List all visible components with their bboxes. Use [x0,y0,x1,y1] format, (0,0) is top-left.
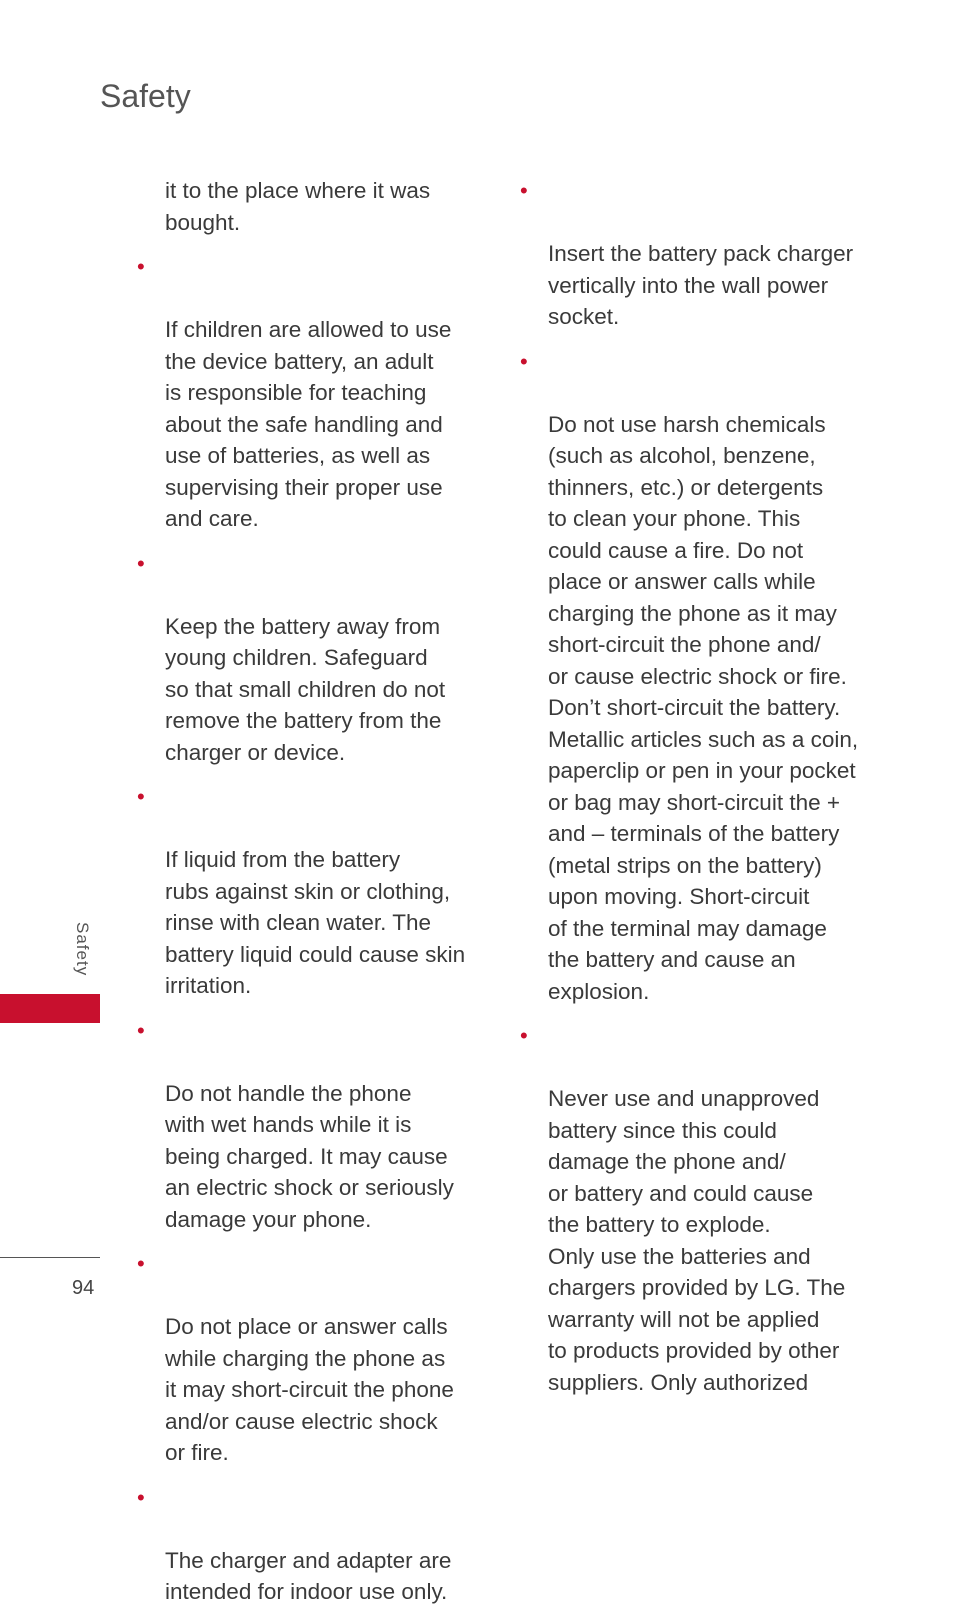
footer-rule [0,1257,100,1258]
bullet-dot-icon: • [137,254,145,279]
bullet-dot-icon: • [520,178,528,203]
bullet-dot-icon: • [520,348,528,374]
bullet-item [520,175,880,333]
bullet-item [137,251,482,535]
bullet-dot-icon: • [137,1484,145,1510]
bullet-item [520,346,880,1008]
bullet-dot-icon: • [137,784,145,809]
bullet-dot-icon: • [137,1251,145,1276]
page-title: Safety [100,78,191,114]
bullet-item [137,1482,482,1608]
page-number: 94 [72,1277,95,1299]
side-tab-bar [0,994,100,1023]
bullet-text: Do not use harsh chemicals (such as alcohol, benzene, thinners, etc.) or detergents to clean your phone. This could cause a fire. Do not place or answer calls while charging the phone as it may short-circuit the phone and/ or cause electric shock or fire. Don’t short-circuit the battery. Metallic articles such as a coin, paperclip or pen in your pocket or bag may short-circuit the + and – terminals of the battery (metal strips on the battery) upon moving. Short-circuit of the terminal may damage the battery and cause an explosion. [548,411,859,1004]
bullet-item [520,1020,880,1398]
bullet-text: If children are allowed to use the device battery, an adult is responsible for teaching about the safe handling and use of batteries, as well as supervising their proper use and care. [165,317,452,531]
bullet-item [137,1015,482,1236]
bullet-text: The charger and adapter are intended for indoor use only. [165,1547,452,1604]
bullet-item [137,548,482,769]
bullet-item [137,1248,482,1469]
bullet-text: Keep the battery away from young children. Safeguard so that small children do not remove the battery from the charger or device. [165,613,446,765]
bullet-text: Never use and unapproved battery since this could damage the phone and/ or battery and could cause the battery to explode. Only use the batteries and chargers provided by LG. The warranty will not be applied to products provided by other suppliers. Only authorized [548,1086,846,1395]
continuation-text: it to the place where it was bought. [165,178,431,235]
side-tab-label: Safety [73,922,92,977]
bullet-text: Do not place or answer calls while charging the phone as it may short-circuit the phone and/or cause electric shock or fire. [165,1314,454,1465]
bullet-item [137,781,482,1002]
bullet-text: Insert the battery pack charger vertically into the wall power socket. [548,241,854,329]
bullet-dot-icon: • [137,550,145,576]
bullet-text: If liquid from the battery rubs against skin or clothing, rinse with clean water. The battery liquid could cause skin irritation. [165,847,466,998]
right-column [520,175,880,1411]
bullet-text: Do not handle the phone with wet hands while it is being charged. It may cause an electric shock or seriously damage your phone. [165,1080,454,1232]
bullet-dot-icon: • [520,1023,528,1048]
bullet-dot-icon: • [137,1017,145,1043]
left-column [137,175,482,1621]
